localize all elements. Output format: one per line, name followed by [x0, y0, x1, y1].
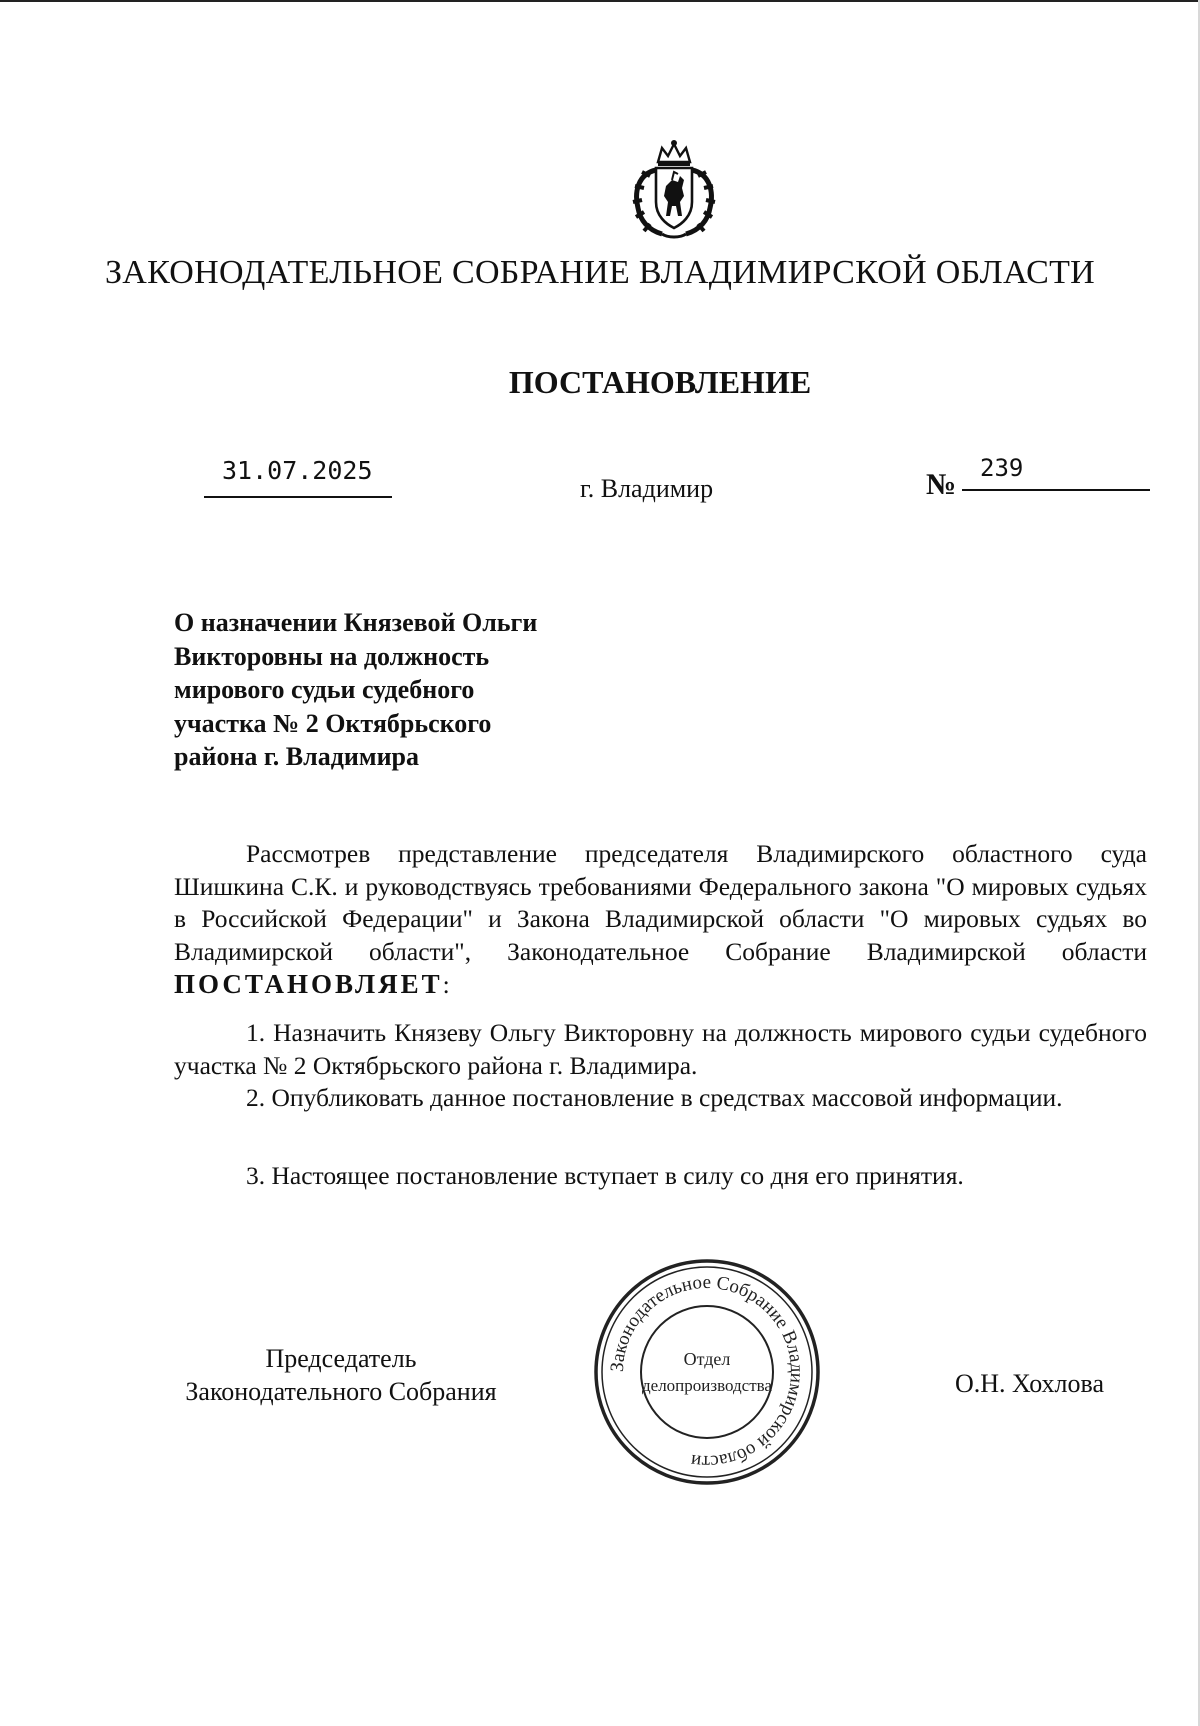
- number-underline: [962, 489, 1150, 491]
- date-underline: [204, 496, 392, 498]
- official-seal: [592, 1257, 822, 1487]
- number-sign: №: [926, 468, 957, 501]
- subject-line: мирового судьи судебного: [174, 675, 475, 704]
- decree-colon: :: [442, 970, 450, 999]
- seal-ring-text: Законодательное Собрание Владимирской области: [606, 1271, 808, 1473]
- seal-center-line: Отдел: [683, 1349, 731, 1369]
- decision-item: 2. Опубликовать данное постановление в средствах массовой информации.: [246, 1083, 1063, 1112]
- document-number: 239: [980, 454, 1024, 482]
- preamble-paragraph: [174, 838, 1147, 1002]
- document-type-title: ПОСТАНОВЛЕНИЕ: [508, 364, 812, 400]
- preamble-text: Рассмотрев представление председателя Владимирского областного суда Шишкина С.К. и руководствуясь требованиями Федерального закона "О мировых судьях в Российской Федерации" и Закона Владимирской области "О мировых судьях во Владимирской области", Законодательное Собрание Владимирской области: [174, 839, 1147, 966]
- seal-center-line: делопроизводства: [642, 1376, 772, 1395]
- signer-title-line: Законодательного Собрания: [185, 1377, 497, 1406]
- document-date: 31.07.2025: [222, 456, 373, 485]
- organization-name: ЗАКОНОДАТЕЛЬНОЕ СОБРАНИЕ ВЛАДИМИРСКОЙ ОБЛАСТИ: [104, 254, 1096, 291]
- signer-name: О.Н. Хохлова: [955, 1369, 1104, 1398]
- signer-title: [168, 1342, 514, 1408]
- document-subject: [174, 606, 594, 774]
- subject-line: Викторовны на должность: [174, 641, 490, 671]
- decree-word: ПОСТАНОВЛЯЕТ: [174, 969, 443, 999]
- subject-line: участка № 2 Октябрьского: [174, 708, 492, 738]
- decision-item: 3. Настоящее постановление вступает в силу со дня его принятия.: [246, 1161, 964, 1190]
- signer-title-line: Председатель: [265, 1344, 417, 1373]
- subject-line: района г. Владимира: [174, 742, 420, 771]
- coat-of-arms-icon: [628, 136, 720, 240]
- scan-top-edge: [0, 0, 1200, 2]
- decision-item: 1. Назначить Князеву Ольгу Викторовну на должность мирового судьи судебного участка № 2 Октябрьского района г. Владимира.: [174, 1018, 1147, 1080]
- subject-line: О назначении Князевой Ольги: [174, 608, 538, 637]
- document-city: г. Владимир: [580, 474, 714, 503]
